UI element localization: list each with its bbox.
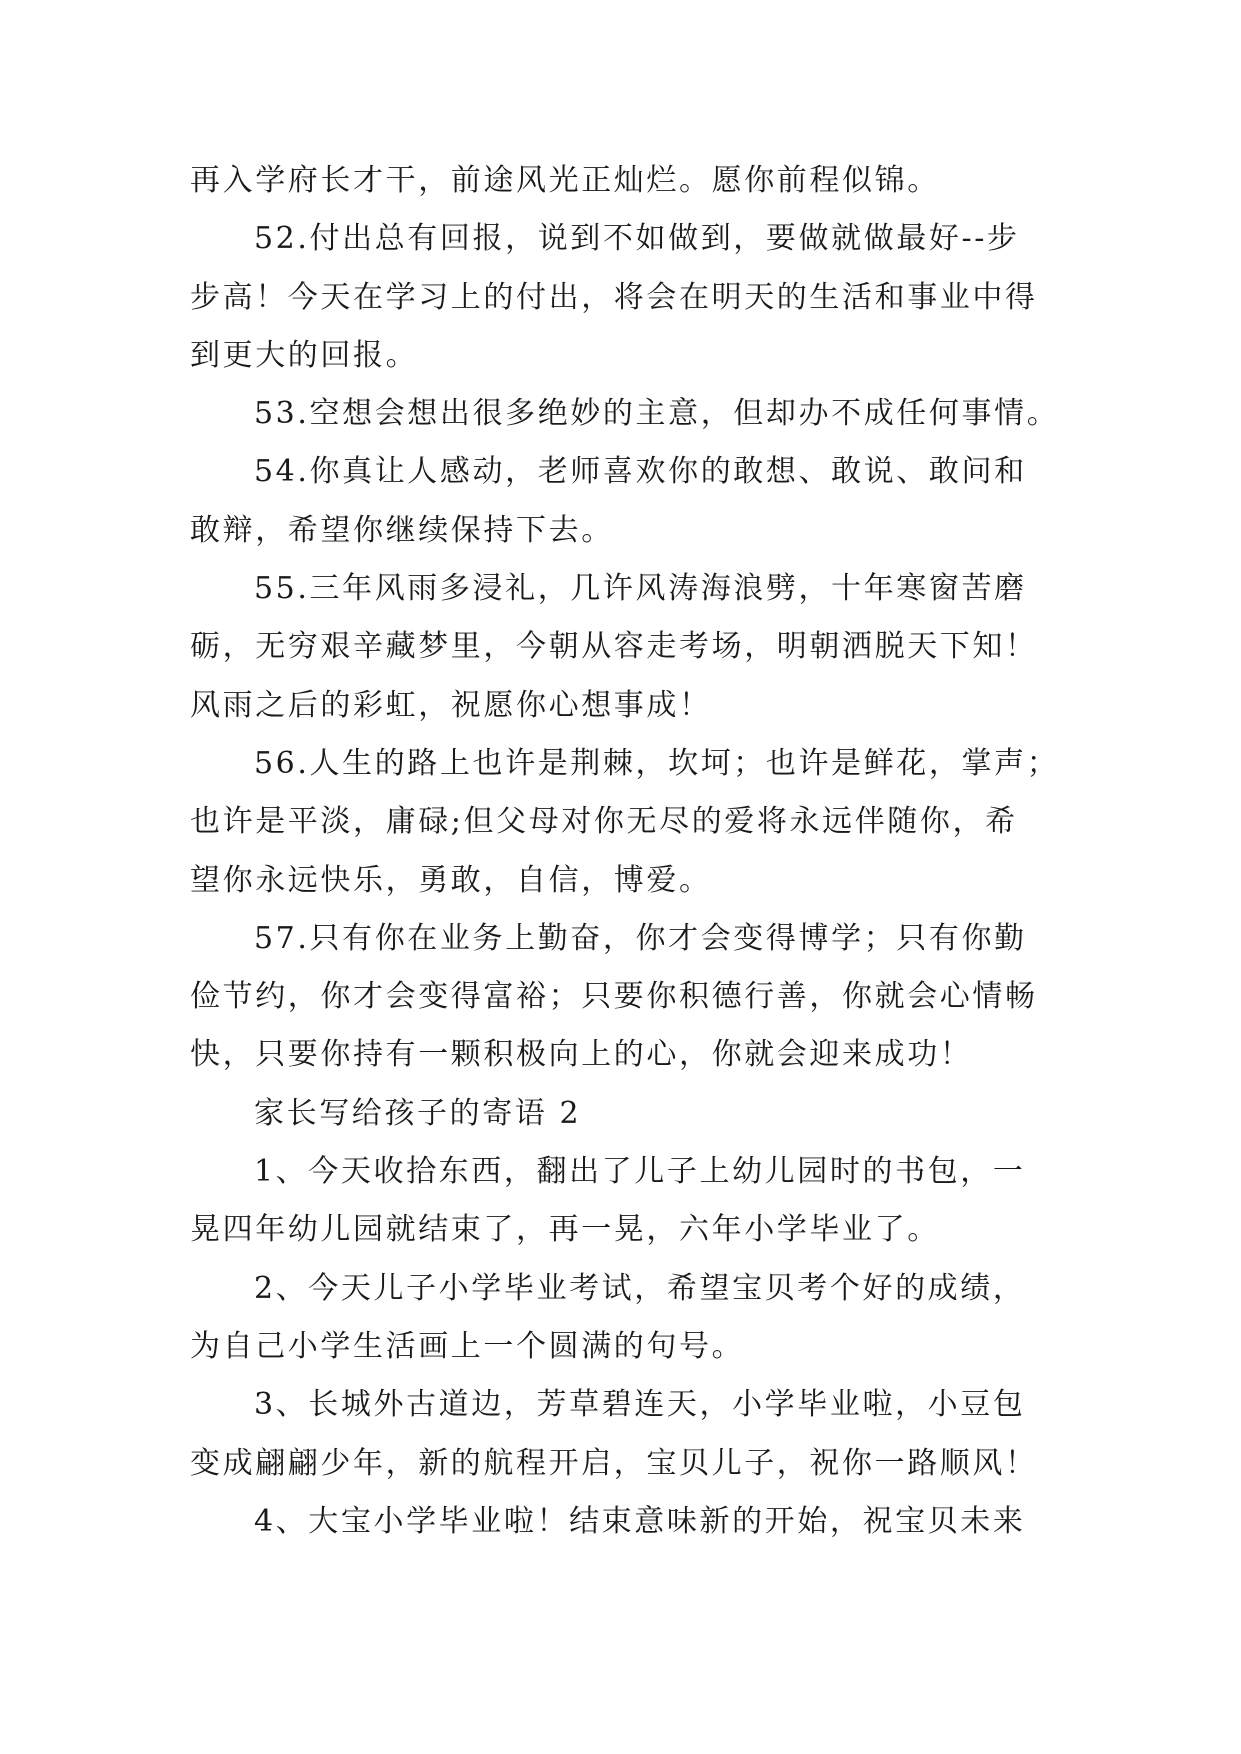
text-line: 也许是平淡，庸碌;但父母对你无尽的爱将永远伴随你，希 <box>190 804 1018 840</box>
text-line: 砺，无穷艰辛藏梦里，今朝从容走考场，明朝洒脱天下知！ <box>190 629 1038 665</box>
text-line: 为自己小学生活画上一个圆满的句号。 <box>190 1328 745 1364</box>
text-line: 4、大宝小学毕业啦！结束意味新的开始，祝宝贝未来 <box>254 1503 1026 1539</box>
text-line: 快，只要你持有一颗积极向上的心，你就会迎来成功！ <box>190 1037 973 1073</box>
text-line: 再入学府长才干，前途风光正灿烂。愿你前程似锦。 <box>190 163 940 198</box>
text-line: 53.空想会想出很多绝妙的主意，但却办不成任何事情。 <box>254 396 1060 432</box>
text-line: 56.人生的路上也许是荆棘，坎坷；也许是鲜花，掌声； <box>254 745 1060 781</box>
text-line: 俭节约，你才会变得富裕；只要你积德行善，你就会心情畅 <box>190 979 1038 1015</box>
body-text <box>190 152 1070 1551</box>
text-line: 57.只有你在业务上勤奋，你才会变得博学；只有你勤 <box>254 920 1027 956</box>
text-line: 3、长城外古道边，芳草碧连天，小学毕业啦，小豆包 <box>254 1387 1026 1423</box>
text-line: 晃四年幼儿园就结束了，再一晃，六年小学毕业了。 <box>190 1212 940 1248</box>
text-line: 54.你真让人感动，老师喜欢你的敢想、敢说、敢问和 <box>254 454 1027 490</box>
text-line: 风雨之后的彩虹，祝愿你心想事成！ <box>190 687 712 723</box>
text-line: 步高！今天在学习上的付出，将会在明天的生活和事业中得 <box>190 279 1038 315</box>
text-line: 1、今天收拾东西，翻出了儿子上幼儿园时的书包，一 <box>254 1154 1026 1190</box>
text-line: 2、今天儿子小学毕业考试，希望宝贝考个好的成绩， <box>254 1270 1026 1306</box>
text-line: 52.付出总有回报，说到不如做到，要做就做最好--步 <box>254 221 1020 257</box>
text-line: 到更大的回报。 <box>190 337 419 373</box>
section-heading: 家长写给孩子的寄语 2 <box>254 1095 582 1131</box>
text-line: 望你永远快乐，勇敢，自信，博爱。 <box>190 862 712 898</box>
text-line: 敢辩，希望你继续保持下去。 <box>190 512 614 548</box>
text-line: 55.三年风雨多浸礼，几许风涛海浪劈，十年寒窗苦磨 <box>254 571 1027 607</box>
text-line: 变成翩翩少年，新的航程开启，宝贝儿子，祝你一路顺风！ <box>190 1445 1038 1481</box>
